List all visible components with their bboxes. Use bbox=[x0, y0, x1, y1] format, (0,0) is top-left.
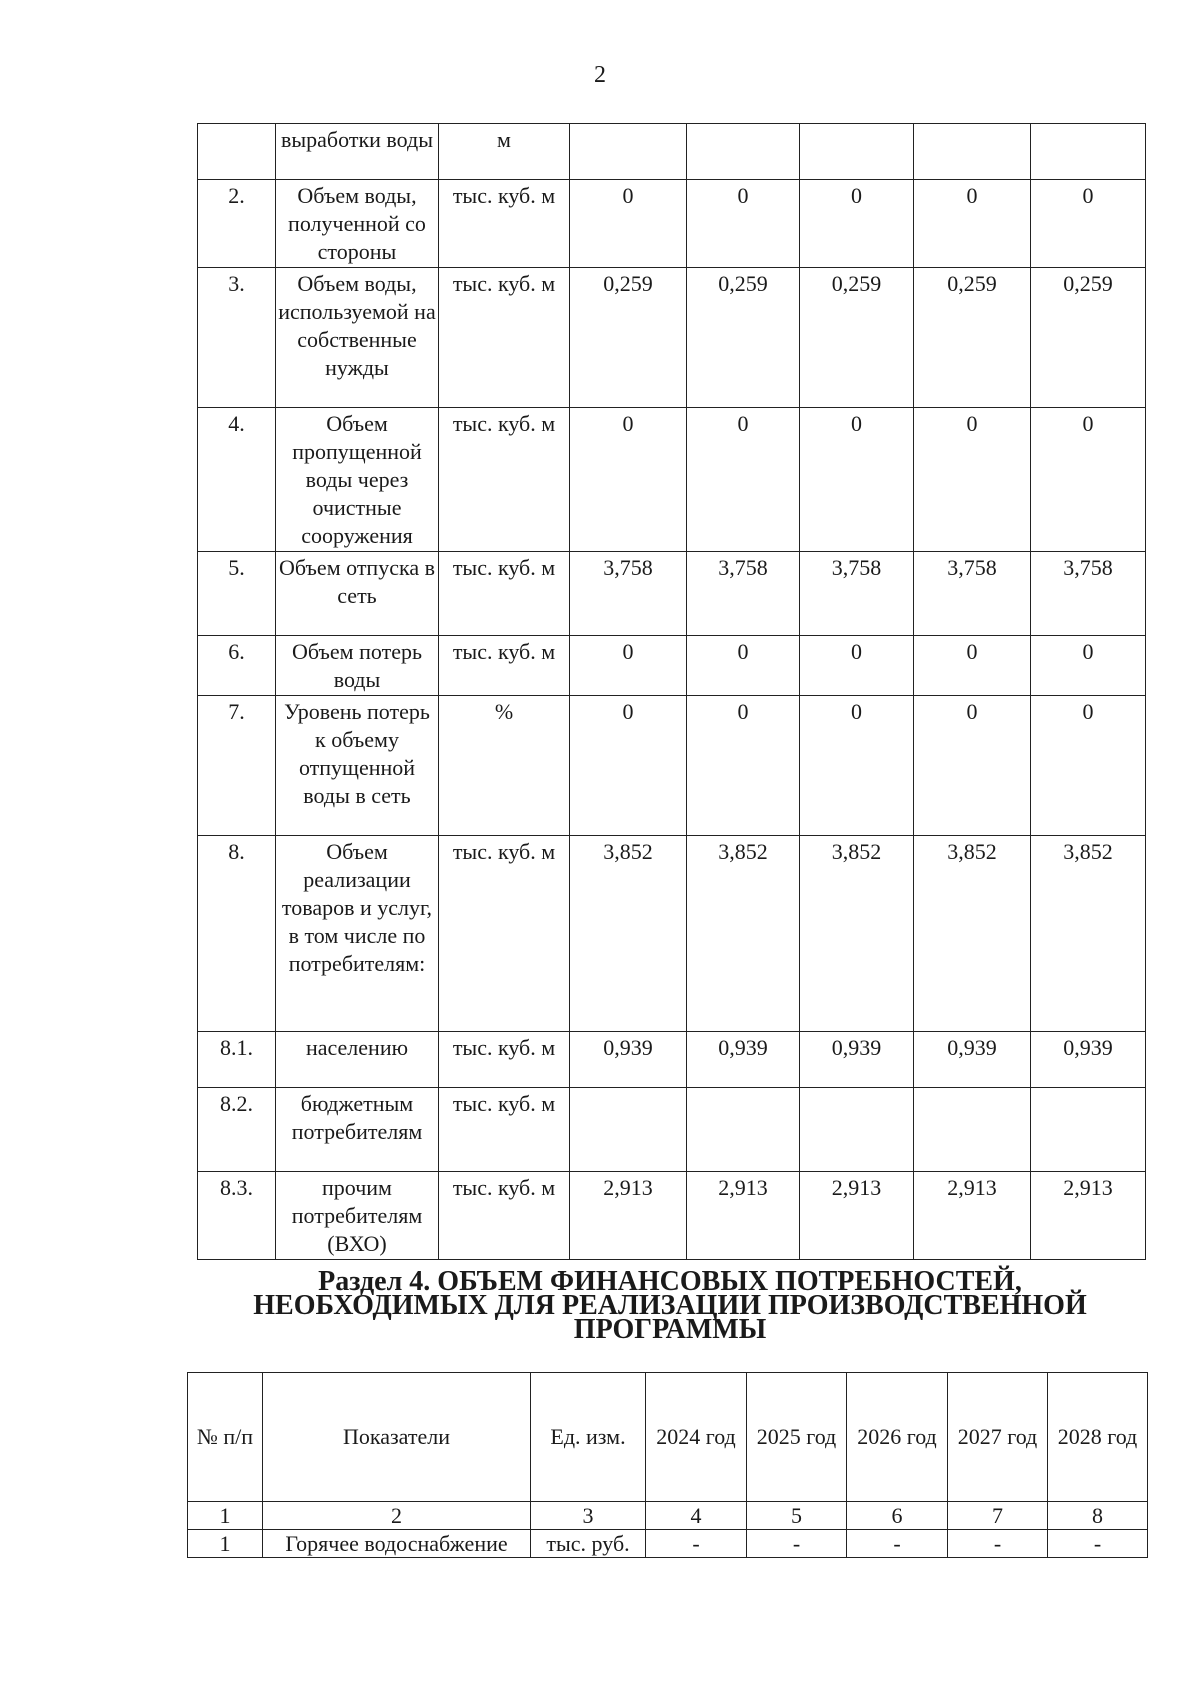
indicator-name: населению bbox=[276, 1032, 439, 1088]
year-value bbox=[1031, 124, 1146, 180]
unit: тыс. куб. м bbox=[439, 552, 570, 636]
year-value: 2,913 bbox=[1031, 1172, 1146, 1260]
indicator-name: Объем воды, полученной со стороны bbox=[276, 180, 439, 268]
year-value: 3,758 bbox=[1031, 552, 1146, 636]
unit: тыс. куб. м bbox=[439, 636, 570, 696]
year-value: 3,758 bbox=[687, 552, 800, 636]
year-value: - bbox=[948, 1530, 1048, 1558]
year-value: 2,913 bbox=[800, 1172, 914, 1260]
column-header: 2024 год bbox=[646, 1373, 747, 1502]
year-value: 3,852 bbox=[1031, 836, 1146, 1032]
year-value: 2,913 bbox=[570, 1172, 687, 1260]
row-number: 8.1. bbox=[198, 1032, 276, 1088]
unit: тыс. куб. м bbox=[439, 408, 570, 552]
year-value: 0 bbox=[914, 636, 1031, 696]
year-value: 2,913 bbox=[914, 1172, 1031, 1260]
year-value: 3,852 bbox=[570, 836, 687, 1032]
year-value: 0,259 bbox=[1031, 268, 1146, 408]
row-number: 8.3. bbox=[198, 1172, 276, 1260]
year-value: 3,852 bbox=[800, 836, 914, 1032]
unit: тыс. куб. м bbox=[439, 1032, 570, 1088]
year-value: 0 bbox=[800, 180, 914, 268]
column-header: Ед. изм. bbox=[531, 1373, 646, 1502]
year-value bbox=[570, 124, 687, 180]
year-value: 0,939 bbox=[914, 1032, 1031, 1088]
row-number bbox=[198, 124, 276, 180]
section-title-line: НЕОБХОДИМЫХ ДЛЯ РЕАЛИЗАЦИИ ПРОИЗВОДСТВЕННОЙ bbox=[253, 1290, 1087, 1321]
column-header: 2028 год bbox=[1048, 1373, 1148, 1502]
row-number: 4. bbox=[198, 408, 276, 552]
section-title-line: Раздел 4. ОБЪЕМ ФИНАНСОВЫХ ПОТРЕБНОСТЕЙ, bbox=[318, 1266, 1022, 1297]
year-value: 3,758 bbox=[570, 552, 687, 636]
table-row bbox=[198, 552, 1146, 636]
column-index-row bbox=[188, 1502, 1148, 1530]
year-value: 0,939 bbox=[687, 1032, 800, 1088]
row-number: 2. bbox=[198, 180, 276, 268]
year-value: 0 bbox=[914, 696, 1031, 836]
section-4-title bbox=[180, 1266, 1160, 1345]
table-header-row bbox=[188, 1373, 1148, 1502]
year-value: 0 bbox=[914, 180, 1031, 268]
year-value bbox=[800, 124, 914, 180]
indicator-name: выработки воды bbox=[276, 124, 439, 180]
year-value bbox=[914, 1088, 1031, 1172]
row-number: 5. bbox=[198, 552, 276, 636]
year-value bbox=[800, 1088, 914, 1172]
indicator-name: Уровень потерь к объему отпущенной воды в сеть bbox=[276, 696, 439, 836]
row-number: 6. bbox=[198, 636, 276, 696]
row-number: 1 bbox=[188, 1530, 263, 1558]
year-value: 0 bbox=[687, 636, 800, 696]
year-value: 0 bbox=[1031, 408, 1146, 552]
column-header: Показатели bbox=[263, 1373, 531, 1502]
year-value: 0 bbox=[1031, 636, 1146, 696]
water-volume-table bbox=[197, 123, 1146, 1260]
year-value: 0 bbox=[570, 408, 687, 552]
year-value: 0,939 bbox=[570, 1032, 687, 1088]
column-index: 5 bbox=[747, 1502, 847, 1530]
unit: тыс. куб. м bbox=[439, 1088, 570, 1172]
table-row bbox=[198, 696, 1146, 836]
indicator-name: Горячее водоснабжение bbox=[263, 1530, 531, 1558]
year-value: 0 bbox=[570, 696, 687, 836]
table-row bbox=[198, 180, 1146, 268]
year-value: 0,939 bbox=[1031, 1032, 1146, 1088]
year-value: 3,758 bbox=[800, 552, 914, 636]
year-value bbox=[687, 1088, 800, 1172]
column-index: 7 bbox=[948, 1502, 1048, 1530]
indicator-name: Объем пропущенной воды через очистные сооружения bbox=[276, 408, 439, 552]
year-value: 0 bbox=[1031, 696, 1146, 836]
page-number: 2 bbox=[594, 62, 606, 88]
section-title-line: ПРОГРАММЫ bbox=[573, 1314, 767, 1345]
column-header: 2027 год bbox=[948, 1373, 1048, 1502]
year-value: 0 bbox=[1031, 180, 1146, 268]
year-value: - bbox=[747, 1530, 847, 1558]
indicator-name: прочим потребителям (ВХО) bbox=[276, 1172, 439, 1260]
table-row bbox=[198, 268, 1146, 408]
unit: м bbox=[439, 124, 570, 180]
year-value: 0 bbox=[800, 636, 914, 696]
year-value: - bbox=[1048, 1530, 1148, 1558]
table-row bbox=[198, 1032, 1146, 1088]
year-value: 0,259 bbox=[914, 268, 1031, 408]
row-number: 7. bbox=[198, 696, 276, 836]
table-row bbox=[198, 124, 1146, 180]
column-index: 1 bbox=[188, 1502, 263, 1530]
year-value: 0 bbox=[914, 408, 1031, 552]
table-row bbox=[198, 1172, 1146, 1260]
year-value: 0 bbox=[687, 408, 800, 552]
column-index: 3 bbox=[531, 1502, 646, 1530]
year-value: - bbox=[646, 1530, 747, 1558]
year-value: 3,758 bbox=[914, 552, 1031, 636]
unit: тыс. куб. м bbox=[439, 180, 570, 268]
year-value bbox=[687, 124, 800, 180]
year-value: 0,939 bbox=[800, 1032, 914, 1088]
year-value: 0 bbox=[687, 180, 800, 268]
year-value: 0 bbox=[570, 636, 687, 696]
indicator-name: Объем реализации товаров и услуг, в том числе по потребителям: bbox=[276, 836, 439, 1032]
year-value bbox=[914, 124, 1031, 180]
year-value: 0 bbox=[800, 408, 914, 552]
column-index: 8 bbox=[1048, 1502, 1148, 1530]
water-volume-table-body bbox=[198, 124, 1146, 1260]
year-value bbox=[570, 1088, 687, 1172]
indicator-name: Объем потерь воды bbox=[276, 636, 439, 696]
column-index: 2 bbox=[263, 1502, 531, 1530]
financial-needs-table-body bbox=[188, 1502, 1148, 1558]
year-value: 0,259 bbox=[687, 268, 800, 408]
unit: % bbox=[439, 696, 570, 836]
unit: тыс. руб. bbox=[531, 1530, 646, 1558]
year-value: - bbox=[847, 1530, 948, 1558]
year-value: 0,259 bbox=[800, 268, 914, 408]
year-value bbox=[1031, 1088, 1146, 1172]
year-value: 0 bbox=[687, 696, 800, 836]
row-number: 8. bbox=[198, 836, 276, 1032]
financial-needs-table bbox=[187, 1372, 1148, 1558]
indicator-name: Объем воды, используемой на собственные нужды bbox=[276, 268, 439, 408]
year-value: 0 bbox=[570, 180, 687, 268]
indicator-name: бюджетным потребителям bbox=[276, 1088, 439, 1172]
table-row bbox=[198, 636, 1146, 696]
unit: тыс. куб. м bbox=[439, 268, 570, 408]
table-row bbox=[188, 1530, 1148, 1558]
year-value: 0,259 bbox=[570, 268, 687, 408]
year-value: 3,852 bbox=[687, 836, 800, 1032]
column-index: 4 bbox=[646, 1502, 747, 1530]
table-row bbox=[198, 408, 1146, 552]
table-row bbox=[198, 1088, 1146, 1172]
column-index: 6 bbox=[847, 1502, 948, 1530]
column-header: 2026 год bbox=[847, 1373, 948, 1502]
row-number: 3. bbox=[198, 268, 276, 408]
unit: тыс. куб. м bbox=[439, 1172, 570, 1260]
unit: тыс. куб. м bbox=[439, 836, 570, 1032]
column-header: № п/п bbox=[188, 1373, 263, 1502]
year-value: 3,852 bbox=[914, 836, 1031, 1032]
table-row bbox=[198, 836, 1146, 1032]
year-value: 2,913 bbox=[687, 1172, 800, 1260]
column-header: 2025 год bbox=[747, 1373, 847, 1502]
indicator-name: Объем отпуска в сеть bbox=[276, 552, 439, 636]
year-value: 0 bbox=[800, 696, 914, 836]
row-number: 8.2. bbox=[198, 1088, 276, 1172]
